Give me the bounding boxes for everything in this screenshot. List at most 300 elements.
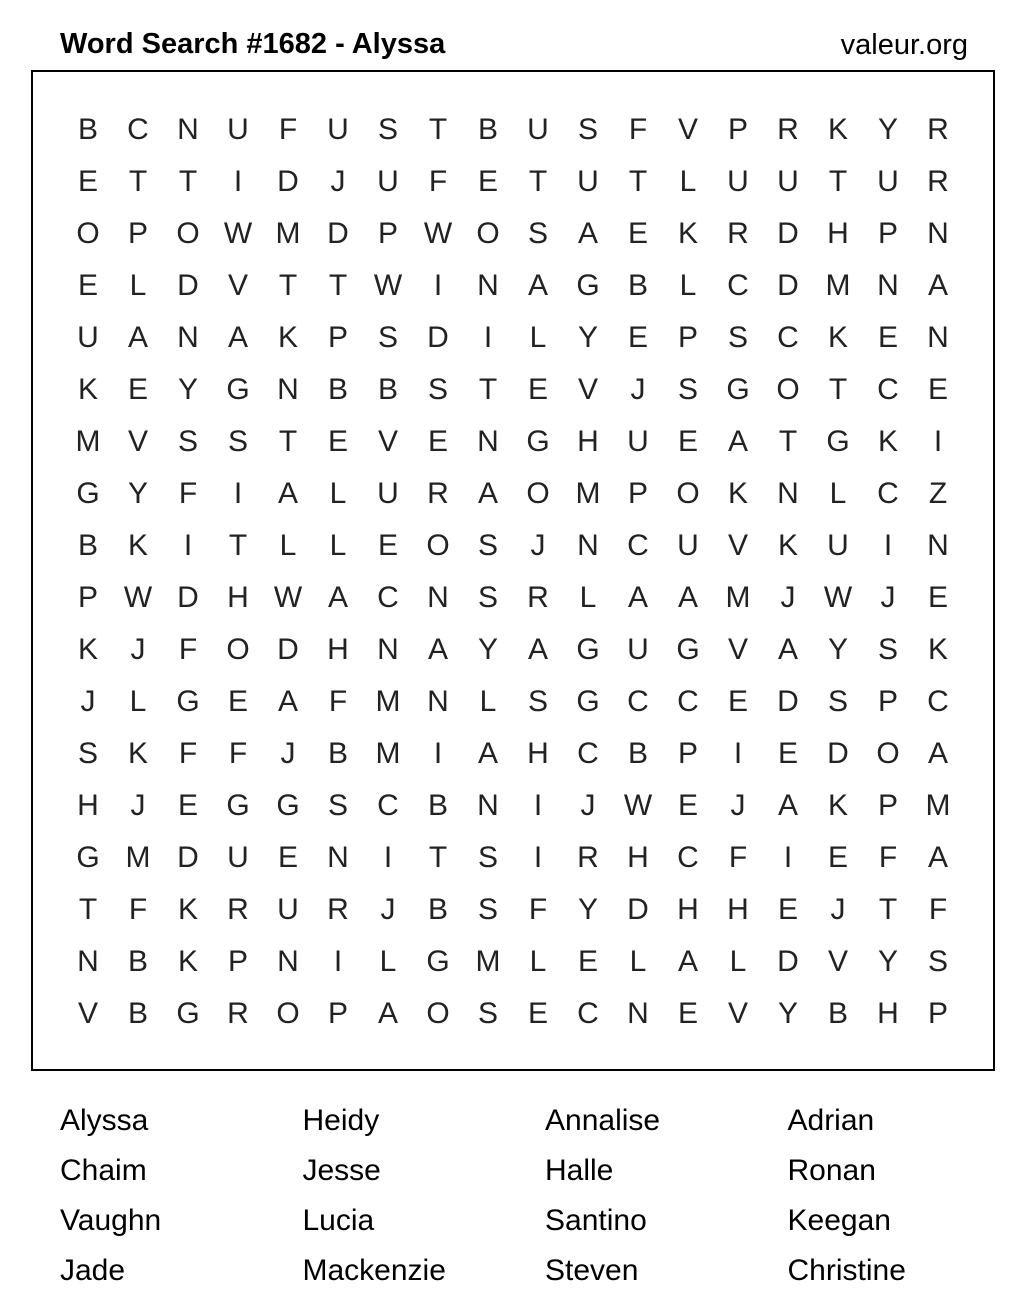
- grid-letter: H: [677, 893, 699, 926]
- grid-letter: T: [428, 841, 448, 874]
- grid-letter: K: [827, 321, 848, 354]
- grid-letter: T: [478, 373, 498, 406]
- grid-letter: C: [627, 685, 649, 718]
- grid-letter: E: [777, 737, 798, 770]
- grid-letter: R: [227, 893, 249, 926]
- grid-letter: R: [727, 217, 749, 250]
- grid-letter: D: [827, 737, 849, 770]
- grid-letter: P: [877, 789, 898, 822]
- grid-letter: T: [828, 165, 848, 198]
- grid-letter: L: [679, 165, 697, 198]
- grid-letter: B: [77, 113, 98, 146]
- word-list-item: Jade: [60, 1254, 126, 1287]
- grid-letter: K: [927, 633, 948, 666]
- grid-letter: U: [227, 841, 249, 874]
- grid-letter: K: [177, 893, 198, 926]
- grid-letter: R: [427, 477, 449, 510]
- grid-letter: T: [778, 425, 798, 458]
- grid-letter: L: [529, 945, 547, 978]
- grid-letter: J: [580, 789, 596, 822]
- grid-letter: U: [627, 425, 649, 458]
- grid-letter: A: [727, 425, 748, 458]
- grid-letter: M: [475, 945, 501, 978]
- grid-letter: P: [677, 321, 698, 354]
- grid-letter: A: [527, 269, 548, 302]
- grid-letter: C: [677, 685, 699, 718]
- grid-letter: F: [628, 113, 648, 146]
- grid-letter: F: [328, 685, 348, 718]
- grid-letter: E: [827, 841, 848, 874]
- grid-letter: D: [177, 841, 199, 874]
- grid-letter: G: [226, 373, 250, 406]
- grid-letter: D: [327, 217, 349, 250]
- grid-letter: M: [275, 217, 301, 250]
- grid-letter: H: [727, 893, 749, 926]
- grid-letter: L: [579, 581, 597, 614]
- grid-letter: E: [677, 789, 698, 822]
- grid-letter: E: [777, 893, 798, 926]
- grid-letter: B: [427, 893, 448, 926]
- grid-letter: S: [477, 997, 498, 1030]
- grid-letter: E: [877, 321, 898, 354]
- grid-letter: L: [329, 529, 347, 562]
- grid-letter: E: [577, 945, 598, 978]
- grid-letter: N: [277, 945, 299, 978]
- grid-letter: U: [627, 633, 649, 666]
- grid-letter: A: [327, 581, 348, 614]
- grid-letter: O: [426, 997, 450, 1030]
- grid-letter: U: [527, 113, 549, 146]
- grid-letter: D: [777, 685, 799, 718]
- grid-letter: D: [777, 217, 799, 250]
- grid-letter: K: [277, 321, 298, 354]
- grid-letter: K: [777, 529, 798, 562]
- grid-letter: I: [883, 529, 893, 562]
- grid-letter: F: [178, 477, 198, 510]
- grid-letter: J: [780, 581, 796, 614]
- grid-letter: K: [877, 425, 898, 458]
- grid-letter: F: [878, 841, 898, 874]
- grid-letter: J: [80, 685, 96, 718]
- grid-letter: P: [877, 217, 898, 250]
- grid-letter: S: [527, 217, 548, 250]
- grid-letter: Y: [877, 945, 898, 978]
- grid-letter: W: [223, 217, 253, 250]
- grid-letter: D: [277, 633, 299, 666]
- grid-letter: U: [327, 113, 349, 146]
- grid-letter: I: [733, 737, 743, 770]
- grid-letter: J: [380, 893, 396, 926]
- grid-letter: H: [227, 581, 249, 614]
- grid-letter: A: [627, 581, 648, 614]
- grid-letter: A: [127, 321, 148, 354]
- grid-letter: P: [377, 217, 398, 250]
- grid-letter: C: [127, 113, 149, 146]
- grid-letter: B: [377, 373, 398, 406]
- grid-letter: R: [577, 841, 599, 874]
- grid-letter: O: [76, 217, 100, 250]
- grid-letter: G: [726, 373, 750, 406]
- grid-letter: E: [327, 425, 348, 458]
- grid-letter: H: [577, 425, 599, 458]
- grid-letter: P: [927, 997, 948, 1030]
- grid-letter: N: [327, 841, 349, 874]
- word-list-item: Heidy: [302, 1104, 380, 1137]
- grid-letter: N: [927, 217, 949, 250]
- grid-letter: E: [627, 321, 648, 354]
- grid-letter: U: [877, 165, 899, 198]
- grid-letter: R: [927, 165, 949, 198]
- grid-letter: S: [727, 321, 748, 354]
- grid-letter: N: [77, 945, 99, 978]
- grid-letter: A: [227, 321, 248, 354]
- grid-letter: T: [428, 113, 448, 146]
- grid-letter: G: [76, 477, 100, 510]
- grid-letter: K: [177, 945, 198, 978]
- grid-letter: M: [575, 477, 601, 510]
- word-list-item: Ronan: [787, 1154, 876, 1187]
- puzzle-title: Word Search #1682 - Alyssa: [60, 28, 446, 60]
- grid-letter: U: [777, 165, 799, 198]
- grid-letter: S: [477, 529, 498, 562]
- grid-letter: O: [176, 217, 200, 250]
- grid-letter: J: [530, 529, 546, 562]
- word-list-item: Halle: [545, 1154, 614, 1187]
- grid-letter: I: [333, 945, 343, 978]
- grid-letter: C: [677, 841, 699, 874]
- word-list: [60, 1096, 1030, 1296]
- grid-letter: G: [526, 425, 550, 458]
- grid-letter: O: [226, 633, 250, 666]
- grid-letter: L: [279, 529, 297, 562]
- grid-letter: A: [277, 685, 298, 718]
- grid-letter: I: [433, 737, 443, 770]
- grid-letter: N: [377, 633, 399, 666]
- grid-letter: B: [327, 373, 348, 406]
- grid-letter: G: [426, 945, 450, 978]
- grid-letter: P: [727, 113, 748, 146]
- grid-letter: T: [178, 165, 198, 198]
- grid-letter: D: [177, 581, 199, 614]
- grid-letter: K: [77, 633, 98, 666]
- grid-letter: G: [576, 633, 600, 666]
- grid-letter: U: [377, 165, 399, 198]
- grid-letter: S: [477, 841, 498, 874]
- grid-letter: V: [727, 997, 748, 1030]
- grid-letter: J: [830, 893, 846, 926]
- grid-letter: E: [527, 997, 548, 1030]
- grid-letter: P: [227, 945, 248, 978]
- grid-letter: M: [925, 789, 951, 822]
- grid-letter: U: [827, 529, 849, 562]
- grid-letter: A: [477, 477, 498, 510]
- grid-letter: V: [827, 945, 848, 978]
- grid-letter: N: [177, 321, 199, 354]
- grid-letter: V: [727, 633, 748, 666]
- grid-letter: B: [627, 269, 648, 302]
- grid-letter: L: [729, 945, 747, 978]
- grid-letter: I: [433, 269, 443, 302]
- word-list-item: Steven: [545, 1254, 639, 1287]
- grid-letter: F: [728, 841, 748, 874]
- grid-letter: I: [933, 425, 943, 458]
- grid-letter: F: [428, 165, 448, 198]
- grid-letter: C: [377, 581, 399, 614]
- grid-letter: E: [677, 997, 698, 1030]
- grid-letter: D: [777, 945, 799, 978]
- grid-letter: N: [477, 425, 499, 458]
- grid-letter: U: [227, 113, 249, 146]
- grid-letter: G: [576, 269, 600, 302]
- grid-letter: C: [627, 529, 649, 562]
- grid-letter: L: [479, 685, 497, 718]
- grid-letter: N: [577, 529, 599, 562]
- grid-letter: N: [477, 269, 499, 302]
- grid-letter: S: [577, 113, 598, 146]
- grid-letter: K: [127, 737, 148, 770]
- grid-letter: G: [76, 841, 100, 874]
- grid-letter: P: [77, 581, 98, 614]
- grid-letter: Z: [928, 477, 948, 510]
- grid-letter: K: [127, 529, 148, 562]
- grid-letter: I: [233, 165, 243, 198]
- grid-letter: D: [177, 269, 199, 302]
- grid-letter: J: [630, 373, 646, 406]
- grid-letter: P: [627, 477, 648, 510]
- word-list-item: Christine: [787, 1254, 906, 1287]
- grid-letter: E: [627, 217, 648, 250]
- grid-letter: S: [327, 789, 348, 822]
- grid-letter: C: [927, 685, 949, 718]
- grid-letter: C: [577, 997, 599, 1030]
- grid-letter: C: [877, 373, 899, 406]
- grid-letter: E: [927, 581, 948, 614]
- grid-letter: P: [327, 997, 348, 1030]
- grid-letter: B: [477, 113, 498, 146]
- grid-letter: Y: [777, 997, 798, 1030]
- grid-letter: N: [427, 685, 449, 718]
- grid-letter: B: [77, 529, 98, 562]
- grid-letter: K: [77, 373, 98, 406]
- grid-letter: P: [677, 737, 698, 770]
- grid-letter: B: [627, 737, 648, 770]
- grid-letter: M: [75, 425, 101, 458]
- grid-letter: L: [129, 269, 147, 302]
- grid-letter: O: [676, 477, 700, 510]
- grid-letter: B: [127, 997, 148, 1030]
- grid-letter: E: [77, 269, 98, 302]
- grid-letter: N: [177, 113, 199, 146]
- grid-letter: B: [327, 737, 348, 770]
- grid-letter: B: [827, 997, 848, 1030]
- grid-letter: H: [77, 789, 99, 822]
- grid-letter: G: [226, 789, 250, 822]
- grid-letter: E: [427, 425, 448, 458]
- grid-letter: A: [377, 997, 398, 1030]
- grid-letter: E: [77, 165, 98, 198]
- grid-letter: L: [129, 685, 147, 718]
- grid-letter: J: [280, 737, 296, 770]
- grid-letter: S: [927, 945, 948, 978]
- grid-letter: Y: [127, 477, 148, 510]
- grid-letter: C: [777, 321, 799, 354]
- grid-letter: O: [476, 217, 500, 250]
- grid-letter: U: [377, 477, 399, 510]
- grid-letter: T: [528, 165, 548, 198]
- grid-letter: T: [278, 425, 298, 458]
- word-list-item: Chaim: [60, 1154, 147, 1187]
- grid-letter: M: [825, 269, 851, 302]
- grid-letter: O: [426, 529, 450, 562]
- grid-letter: M: [375, 737, 401, 770]
- grid-letter: H: [327, 633, 349, 666]
- grid-letter: I: [183, 529, 193, 562]
- grid-letter: O: [526, 477, 550, 510]
- grid-letter: W: [623, 789, 653, 822]
- grid-letter: H: [877, 997, 899, 1030]
- grid-letter: D: [627, 893, 649, 926]
- grid-letter: V: [377, 425, 398, 458]
- word-list-item: Lucia: [302, 1204, 375, 1237]
- grid-letter: M: [125, 841, 151, 874]
- grid-letter: E: [127, 373, 148, 406]
- grid-letter: E: [177, 789, 198, 822]
- grid-letter: A: [427, 633, 448, 666]
- grid-letter: J: [330, 165, 346, 198]
- grid-letter: A: [677, 581, 698, 614]
- grid-letter: T: [78, 893, 98, 926]
- grid-letter: N: [777, 477, 799, 510]
- word-list-item: Annalise: [545, 1104, 661, 1137]
- grid-letter: K: [727, 477, 748, 510]
- grid-letter: F: [178, 633, 198, 666]
- grid-letter: A: [527, 633, 548, 666]
- word-list-item: Keegan: [787, 1204, 891, 1237]
- grid-letter: W: [123, 581, 153, 614]
- grid-letter: O: [776, 373, 800, 406]
- word-list-item: Alyssa: [60, 1104, 149, 1137]
- grid-letter: R: [327, 893, 349, 926]
- grid-letter: A: [777, 789, 798, 822]
- grid-letter: H: [627, 841, 649, 874]
- word-list-item: Jesse: [302, 1154, 381, 1187]
- word-list-item: Mackenzie: [302, 1254, 446, 1287]
- grid-letter: N: [477, 789, 499, 822]
- grid-letter: W: [823, 581, 853, 614]
- grid-letter: Y: [577, 893, 598, 926]
- grid-letter: L: [529, 321, 547, 354]
- grid-letter: A: [927, 737, 948, 770]
- grid-letter: R: [527, 581, 549, 614]
- grid-letter: P: [127, 217, 148, 250]
- grid-letter: V: [677, 113, 698, 146]
- grid-letter: R: [777, 113, 799, 146]
- grid-letter: D: [777, 269, 799, 302]
- grid-letter: F: [128, 893, 148, 926]
- grid-letter: Y: [877, 113, 898, 146]
- grid-letter: A: [477, 737, 498, 770]
- grid-letter: G: [676, 633, 700, 666]
- grid-letter: T: [628, 165, 648, 198]
- site-name: valeur.org: [840, 29, 968, 61]
- grid-letter: A: [927, 269, 948, 302]
- grid-letter: F: [278, 113, 298, 146]
- grid-letter: C: [377, 789, 399, 822]
- grid-letter: S: [177, 425, 198, 458]
- grid-letter: J: [730, 789, 746, 822]
- grid-letter: F: [928, 893, 948, 926]
- grid-letter: S: [677, 373, 698, 406]
- grid-letter: A: [677, 945, 698, 978]
- grid-letter: I: [483, 321, 493, 354]
- grid-letter: I: [383, 841, 393, 874]
- grid-letter: E: [477, 165, 498, 198]
- grid-letter: G: [826, 425, 850, 458]
- grid-letter: T: [128, 165, 148, 198]
- grid-letter: S: [477, 893, 498, 926]
- grid-letter: S: [427, 373, 448, 406]
- grid-letter: L: [679, 269, 697, 302]
- grid-letter: S: [377, 321, 398, 354]
- grid-letter: Y: [177, 373, 198, 406]
- grid-letter: M: [725, 581, 751, 614]
- grid-letter: B: [127, 945, 148, 978]
- grid-letter: I: [533, 841, 543, 874]
- grid-letter: S: [477, 581, 498, 614]
- grid-letter: F: [528, 893, 548, 926]
- grid-letter: G: [176, 997, 200, 1030]
- grid-letter: D: [427, 321, 449, 354]
- grid-letter: E: [277, 841, 298, 874]
- grid-letter: P: [877, 685, 898, 718]
- grid-letter: A: [577, 217, 598, 250]
- grid-letter: T: [828, 373, 848, 406]
- grid-letter: R: [927, 113, 949, 146]
- grid-letter: S: [227, 425, 248, 458]
- grid-letter: Y: [827, 633, 848, 666]
- grid-letter: N: [427, 581, 449, 614]
- grid-letter: T: [228, 529, 248, 562]
- grid-letter: S: [377, 113, 398, 146]
- grid-letter: W: [423, 217, 453, 250]
- grid-letter: C: [577, 737, 599, 770]
- grid-letter: L: [829, 477, 847, 510]
- grid-letter: O: [876, 737, 900, 770]
- grid-letter: C: [727, 269, 749, 302]
- grid-letter: K: [827, 113, 848, 146]
- letter-grid: [63, 104, 963, 1040]
- grid-letter: W: [373, 269, 403, 302]
- grid-letter: C: [877, 477, 899, 510]
- grid-letter: O: [276, 997, 300, 1030]
- grid-letter: U: [77, 321, 99, 354]
- grid-letter: K: [677, 217, 698, 250]
- grid-letter: F: [228, 737, 248, 770]
- grid-letter: M: [375, 685, 401, 718]
- grid-letter: N: [877, 269, 899, 302]
- grid-letter: U: [727, 165, 749, 198]
- grid-letter: E: [727, 685, 748, 718]
- grid-letter: Y: [577, 321, 598, 354]
- grid-letter: V: [127, 425, 148, 458]
- grid-letter: V: [577, 373, 598, 406]
- grid-letter: P: [327, 321, 348, 354]
- grid-letter: A: [277, 477, 298, 510]
- grid-letter: S: [527, 685, 548, 718]
- grid-letter: J: [130, 633, 146, 666]
- grid-letter: W: [273, 581, 303, 614]
- grid-letter: D: [277, 165, 299, 198]
